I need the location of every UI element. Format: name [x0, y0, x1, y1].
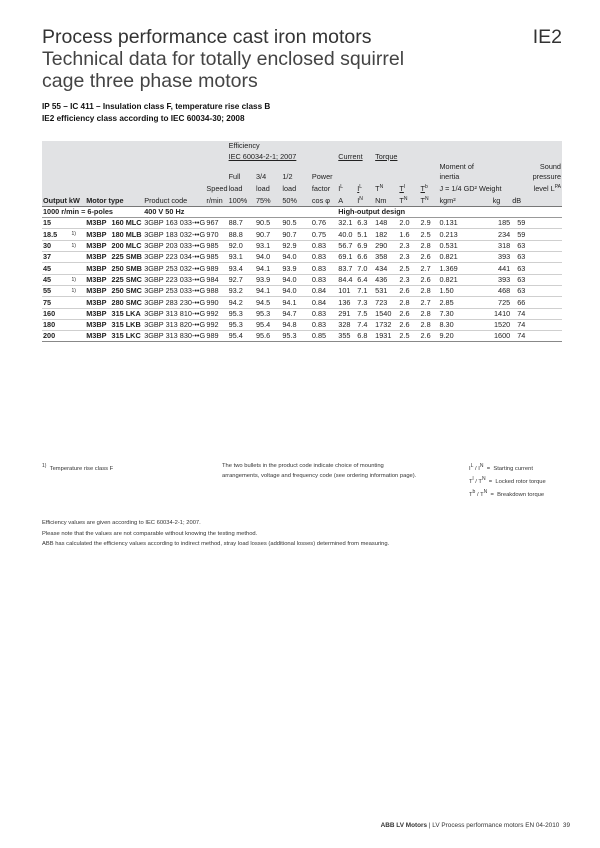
- cell-torque-nm: 1732: [374, 319, 398, 330]
- technical-data-table: [42, 141, 562, 342]
- cell-eff-75: 90.5: [255, 218, 281, 229]
- cell-product-code: 3GBP 163 033-••G: [144, 218, 206, 228]
- cell-eff-50: 94.7: [281, 308, 311, 319]
- cell-inertia: 1.50: [438, 285, 481, 296]
- cell-motor-series: M3BP: [85, 297, 110, 308]
- cell-speed: 984: [205, 274, 227, 285]
- cell-power-factor: 0.84: [311, 285, 337, 296]
- cell-speed: 989: [205, 263, 227, 274]
- cell-eff-75: 94.1: [255, 285, 281, 296]
- cell-motor-size: 250 SMB: [111, 263, 142, 273]
- legend-item: IL / IN = Starting current: [469, 463, 533, 472]
- cell-tl-tn: 2.3: [398, 274, 419, 285]
- cell-inertia: 0.531: [438, 240, 481, 251]
- cell-output: 15: [42, 218, 70, 229]
- cell-note: 1): [70, 274, 85, 285]
- cell-current-a: 101: [337, 285, 356, 296]
- cell-il-in: 7.1: [356, 285, 374, 296]
- cell-output: 18.5: [42, 229, 70, 240]
- cell-eff-100: 94.2: [228, 297, 255, 308]
- cell-tb-tn: 2.6: [419, 252, 438, 263]
- cell-speed: 992: [205, 308, 227, 319]
- hdr-moment: Moment of: [438, 162, 511, 172]
- cell-sound: 63: [511, 263, 562, 274]
- cell-weight: 725: [482, 297, 512, 308]
- cell-motor-size: 225 SMB: [111, 252, 142, 262]
- cell-note: [70, 297, 85, 308]
- cell-power-factor: 0.83: [311, 240, 337, 251]
- cell-output: 55: [42, 285, 70, 296]
- cell-power-factor: 0.83: [311, 252, 337, 263]
- hdr-motor-type: Motor type: [85, 194, 143, 207]
- cell-eff-50: 90.7: [281, 229, 311, 240]
- cell-eff-100: 95.3: [228, 308, 255, 319]
- cell-motor-series: M3BP: [85, 218, 110, 229]
- hdr-tn: $T^N$: [374, 182, 398, 194]
- cell-il-in: 5.1: [356, 229, 374, 240]
- cell-current-a: 56.7: [337, 240, 356, 251]
- cell-product-code: 3GBP 283 230-••G: [144, 297, 206, 307]
- cell-tl-tn: 2.5: [398, 331, 419, 342]
- cell-il-in: 7.4: [356, 319, 374, 330]
- cell-weight: 234: [482, 229, 512, 240]
- cell-eff-75: 95.4: [255, 319, 281, 330]
- cell-note: [70, 331, 85, 342]
- cell-current-a: 291: [337, 308, 356, 319]
- cell-tl-tn: 2.3: [398, 252, 419, 263]
- cell-motor-series: M3BP: [85, 308, 110, 319]
- cell-il-in: 6.3: [356, 218, 374, 229]
- cell-power-factor: 0.83: [311, 308, 337, 319]
- legend-item: Tl / TN = Locked rotor torque: [469, 476, 546, 485]
- cell-tl-tn: 2.8: [398, 297, 419, 308]
- cell-il-in: 7.0: [356, 263, 374, 274]
- cell-il-in: 6.9: [356, 240, 374, 251]
- table-row: [42, 331, 562, 342]
- cell-eff-100: 95.3: [228, 319, 255, 330]
- footnote-temperature: 1) Temperature rise class F: [42, 463, 114, 472]
- cell-motor-series: M3BP: [85, 285, 110, 296]
- footnote-bullets: The two bullets in the product code indicate choice of mounting arrangements, voltage and frequency code (see ordering information page).: [222, 463, 417, 479]
- note-line: ABB has calculated the efficiency values according to indirect method, stray load losses (additional losses) determined from measuring.: [42, 541, 390, 547]
- hdr-product-code: Product code: [143, 194, 205, 207]
- cell-motor-size: 160 MLC: [111, 218, 142, 228]
- hdr-load-2: load: [255, 182, 281, 194]
- cell-eff-50: 90.5: [281, 218, 311, 229]
- cell-inertia: 7.30: [438, 308, 481, 319]
- cell-tb-tn: 2.9: [419, 218, 438, 229]
- footer-text: | LV Process performance motors EN 04-2010: [428, 822, 560, 829]
- cell-tb-tn: 2.6: [419, 274, 438, 285]
- table-header: [42, 141, 562, 207]
- footer-brand: ABB LV Motors: [380, 822, 428, 829]
- cell-motor-series: M3BP: [85, 331, 110, 342]
- page-subtitle-line-1: Technical data for totally enclosed squirrel: [42, 48, 405, 70]
- cell-speed: 988: [205, 285, 227, 296]
- hdr-output: Output kW: [42, 194, 85, 207]
- cell-sound: 74: [511, 331, 562, 342]
- hdr-inertia-formula: J = 1/4 GD² Weight: [438, 182, 511, 194]
- cell-tl-tn: 2.0: [398, 218, 419, 229]
- hdr-nm: Nm: [374, 194, 398, 207]
- section-design: High-output design: [337, 207, 562, 218]
- hdr-full: Full: [228, 172, 255, 182]
- cell-speed: 985: [205, 240, 227, 251]
- cell-product-code: 3GBP 223 033-••G: [144, 274, 206, 284]
- cell-weight: 393: [482, 274, 512, 285]
- cell-tb-tn: 2.5: [419, 229, 438, 240]
- cell-eff-50: 94.0: [281, 274, 311, 285]
- cell-current-a: 84.4: [337, 274, 356, 285]
- cell-inertia: 0.213: [438, 229, 481, 240]
- cell-speed: 989: [205, 331, 227, 342]
- cell-note: 1): [70, 240, 85, 251]
- cell-eff-75: 90.7: [255, 229, 281, 240]
- cell-current-a: 32.1: [337, 218, 356, 229]
- table-row: [42, 240, 562, 251]
- cell-eff-50: 94.0: [281, 285, 311, 296]
- cell-current-a: 83.7: [337, 263, 356, 274]
- cell-sound: 63: [511, 240, 562, 251]
- cell-torque-nm: 182: [374, 229, 398, 240]
- cell-inertia: 1.369: [438, 263, 481, 274]
- cell-tb-tn: 2.8: [419, 308, 438, 319]
- hdr-efficiency: Efficiency: [228, 141, 338, 151]
- cell-weight: 185: [482, 218, 512, 229]
- cell-tl-tn: 2.3: [398, 240, 419, 251]
- cell-tl-tn: 2.6: [398, 308, 419, 319]
- cell-tl-tn: 2.6: [398, 319, 419, 330]
- cell-motor-series: M3BP: [85, 252, 110, 263]
- page-title-block: [42, 26, 562, 92]
- cell-power-factor: 0.83: [311, 274, 337, 285]
- cell-tb-tn: 2.8: [419, 285, 438, 296]
- section-supply: 400 V 50 Hz: [143, 207, 337, 218]
- cell-il-in: 6.8: [356, 331, 374, 342]
- cell-product-code: 3GBP 313 810-••G: [144, 308, 206, 318]
- cell-motor-size: 315 LKC: [111, 331, 144, 342]
- cell-output: 45: [42, 274, 70, 285]
- table-row: [42, 274, 562, 285]
- cell-current-a: 136: [337, 297, 356, 308]
- hdr-factor: factor: [311, 182, 337, 194]
- spec-line-protection: IP 55 – IC 411 – Insulation class F, temperature rise class B: [42, 102, 271, 111]
- hdr-current: Current: [337, 151, 374, 161]
- hdr-sound: Sound: [511, 162, 562, 172]
- cell-note: 1): [70, 229, 85, 240]
- hdr-three-quarter: 3/4: [255, 172, 281, 182]
- hdr-torque: Torque: [374, 151, 438, 161]
- cell-eff-100: 88.8: [228, 229, 255, 240]
- section-speed: 1000 r/min = 6-poles: [42, 207, 143, 218]
- cell-torque-nm: 1540: [374, 308, 398, 319]
- section-row: [42, 207, 562, 218]
- cell-output: 75: [42, 297, 70, 308]
- cell-eff-75: 94.5: [255, 297, 281, 308]
- cell-motor-series: M3BP: [85, 229, 110, 240]
- cell-il-in: 7.5: [356, 308, 374, 319]
- cell-speed: 990: [205, 297, 227, 308]
- cell-weight: 1600: [482, 331, 512, 342]
- hdr-inertia: inertia: [438, 172, 511, 182]
- cell-product-code: 3GBP 253 032-••G: [144, 263, 206, 273]
- hdr-sound-unit: dB: [511, 194, 562, 207]
- cell-eff-100: 92.0: [228, 240, 255, 251]
- cell-note: 1): [70, 285, 85, 296]
- hdr-il: $I^L$: [356, 182, 374, 194]
- cell-product-code: 3GBP 203 033-••G: [144, 241, 206, 251]
- cell-il-in: 6.4: [356, 274, 374, 285]
- cell-inertia: 2.85: [438, 297, 481, 308]
- hdr-speed-unit: r/min: [205, 194, 227, 207]
- cell-output: 45: [42, 263, 70, 274]
- cell-speed: 967: [205, 218, 227, 229]
- cell-inertia: 9.20: [438, 331, 481, 342]
- cell-motor-series: M3BP: [85, 240, 110, 251]
- cell-note: [70, 319, 85, 330]
- cell-power-factor: 0.76: [311, 218, 337, 229]
- cell-output: 37: [42, 252, 70, 263]
- hdr-tl: $T^I$: [398, 182, 419, 194]
- cell-eff-75: 95.3: [255, 308, 281, 319]
- cell-output: 30: [42, 240, 70, 251]
- cell-note: [70, 252, 85, 263]
- cell-motor-size: 315 LKA: [111, 308, 144, 319]
- cell-il-in: 6.6: [356, 252, 374, 263]
- cell-product-code: 3GBP 313 830-••G: [144, 331, 206, 341]
- hdr-inertia-unit: kgm²: [438, 194, 481, 207]
- cell-inertia: 0.821: [438, 274, 481, 285]
- cell-note: [70, 218, 85, 229]
- cell-power-factor: 0.83: [311, 319, 337, 330]
- cell-weight: 1410: [482, 308, 512, 319]
- cell-eff-100: 92.7: [228, 274, 255, 285]
- cell-sound: 66: [511, 297, 562, 308]
- cell-torque-nm: 723: [374, 297, 398, 308]
- cell-power-factor: 0.85: [311, 331, 337, 342]
- hdr-75pct: 75%: [255, 194, 281, 207]
- cell-sound: 74: [511, 319, 562, 330]
- hdr-load-1: load: [228, 182, 255, 194]
- cell-current-a: 355: [337, 331, 356, 342]
- hdr-half: 1/2: [281, 172, 311, 182]
- hdr-tn-1: $T^N$: [398, 194, 419, 207]
- cell-tb-tn: 2.8: [419, 319, 438, 330]
- hdr-il-in: $I^L$: [337, 182, 356, 194]
- hdr-efficiency-std: IEC 60034-2-1; 2007: [228, 151, 338, 161]
- cell-output: 180: [42, 319, 70, 330]
- cell-sound: 63: [511, 274, 562, 285]
- cell-power-factor: 0.75: [311, 229, 337, 240]
- cell-eff-75: 94.0: [255, 252, 281, 263]
- cell-eff-100: 95.4: [228, 331, 255, 342]
- efficiency-class-tag: IE2: [532, 26, 562, 48]
- efficiency-notes: [42, 518, 389, 550]
- cell-weight: 468: [482, 285, 512, 296]
- table-row: [42, 229, 562, 240]
- note-line: Efficiency values are given according to IEC 60034-2-1; 2007.: [42, 520, 201, 526]
- cell-sound: 63: [511, 252, 562, 263]
- cell-motor-size: 315 LKB: [111, 319, 144, 330]
- hdr-cos: cos φ: [311, 194, 337, 207]
- table-row: [42, 308, 562, 319]
- page-subtitle-line-2: cage three phase motors: [42, 70, 258, 92]
- hdr-50pct: 50%: [281, 194, 311, 207]
- cell-motor-series: M3BP: [85, 274, 110, 285]
- cell-eff-50: 93.9: [281, 263, 311, 274]
- cell-eff-50: 94.0: [281, 252, 311, 263]
- cell-sound: 74: [511, 308, 562, 319]
- cell-torque-nm: 290: [374, 240, 398, 251]
- cell-motor-size: 225 SMC: [111, 274, 142, 284]
- cell-eff-50: 92.9: [281, 240, 311, 251]
- hdr-pressure: pressure: [511, 172, 562, 182]
- cell-tb-tn: 2.6: [419, 331, 438, 342]
- cell-torque-nm: 358: [374, 252, 398, 263]
- cell-sound: 59: [511, 218, 562, 229]
- cell-power-factor: 0.83: [311, 263, 337, 274]
- cell-torque-nm: 148: [374, 218, 398, 229]
- table-row: [42, 285, 562, 296]
- cell-eff-75: 95.6: [255, 331, 281, 342]
- page-title: Process performance cast iron motors: [42, 26, 372, 48]
- table-row: [42, 263, 562, 274]
- hdr-weight-unit: kg: [482, 194, 512, 207]
- legend-item: Tb / TN = Breakdown torque: [469, 489, 545, 498]
- hdr-tb: $T^b$: [419, 182, 438, 194]
- hdr-100pct: 100%: [228, 194, 255, 207]
- cell-motor-size: 200 MLC: [111, 241, 142, 251]
- hdr-speed: Speed: [206, 184, 228, 194]
- hdr-amp: A: [337, 194, 356, 207]
- cell-output: 160: [42, 308, 70, 319]
- cell-eff-75: 93.1: [255, 240, 281, 251]
- footnote-legend: [469, 461, 546, 500]
- cell-inertia: 0.131: [438, 218, 481, 229]
- cell-torque-nm: 531: [374, 285, 398, 296]
- cell-speed: 970: [205, 229, 227, 240]
- cell-current-a: 328: [337, 319, 356, 330]
- page-footer: [380, 822, 570, 829]
- cell-motor-size: 250 SMC: [111, 286, 142, 296]
- spec-block: [42, 101, 270, 125]
- cell-product-code: 3GBP 313 820-••G: [144, 320, 206, 330]
- cell-sound: 59: [511, 229, 562, 240]
- cell-note: [70, 308, 85, 319]
- cell-eff-100: 93.2: [228, 285, 255, 296]
- cell-motor-size: 280 SMC: [111, 297, 142, 307]
- hdr-tn-2: $T^N$: [419, 194, 438, 207]
- cell-weight: 1520: [482, 319, 512, 330]
- cell-weight: 318: [482, 240, 512, 251]
- cell-motor-series: M3BP: [85, 319, 110, 330]
- cell-eff-100: 88.7: [228, 218, 255, 229]
- hdr-load-3: load: [281, 182, 311, 194]
- cell-product-code: 3GBP 183 032-••G: [144, 229, 206, 239]
- cell-eff-50: 94.1: [281, 297, 311, 308]
- cell-tb-tn: 2.7: [419, 297, 438, 308]
- cell-weight: 393: [482, 252, 512, 263]
- cell-product-code: 3GBP 223 034-••G: [144, 252, 206, 262]
- cell-tl-tn: 2.5: [398, 263, 419, 274]
- cell-tb-tn: 2.8: [419, 240, 438, 251]
- cell-weight: 441: [482, 263, 512, 274]
- cell-tb-tn: 2.7: [419, 263, 438, 274]
- spec-line-efficiency: IE2 efficiency class according to IEC 60034-30; 2008: [42, 114, 245, 123]
- hdr-in: $I^N$: [356, 194, 374, 207]
- cell-eff-75: 93.9: [255, 274, 281, 285]
- cell-current-a: 40.0: [337, 229, 356, 240]
- cell-inertia: 0.821: [438, 252, 481, 263]
- cell-motor-size: 180 MLB: [111, 229, 142, 239]
- cell-output: 200: [42, 331, 70, 342]
- cell-il-in: 7.3: [356, 297, 374, 308]
- cell-inertia: 8.30: [438, 319, 481, 330]
- cell-power-factor: 0.84: [311, 297, 337, 308]
- cell-torque-nm: 1931: [374, 331, 398, 342]
- cell-tl-tn: 2.6: [398, 285, 419, 296]
- hdr-power: Power: [311, 172, 337, 182]
- cell-speed: 992: [205, 319, 227, 330]
- cell-note: [70, 263, 85, 274]
- table-row: [42, 319, 562, 330]
- cell-product-code: 3GBP 253 033-••G: [144, 286, 206, 296]
- table-body: [42, 207, 562, 342]
- cell-torque-nm: 436: [374, 274, 398, 285]
- cell-sound: 63: [511, 285, 562, 296]
- cell-eff-75: 94.1: [255, 263, 281, 274]
- cell-eff-50: 95.3: [281, 331, 311, 342]
- cell-speed: 985: [205, 252, 227, 263]
- cell-eff-50: 94.8: [281, 319, 311, 330]
- cell-motor-series: M3BP: [85, 263, 110, 274]
- page-number: 39: [562, 822, 570, 829]
- hdr-sound-level: level $L^{PA}$: [511, 182, 562, 194]
- cell-eff-100: 93.4: [228, 263, 255, 274]
- cell-eff-100: 93.1: [228, 252, 255, 263]
- note-line: Please note that the values are not comparable without knowing the testing method.: [42, 530, 258, 537]
- table-row: [42, 252, 562, 263]
- table-row: [42, 297, 562, 308]
- table-row: [42, 218, 562, 229]
- cell-current-a: 69.1: [337, 252, 356, 263]
- cell-torque-nm: 434: [374, 263, 398, 274]
- cell-tl-tn: 1.6: [398, 229, 419, 240]
